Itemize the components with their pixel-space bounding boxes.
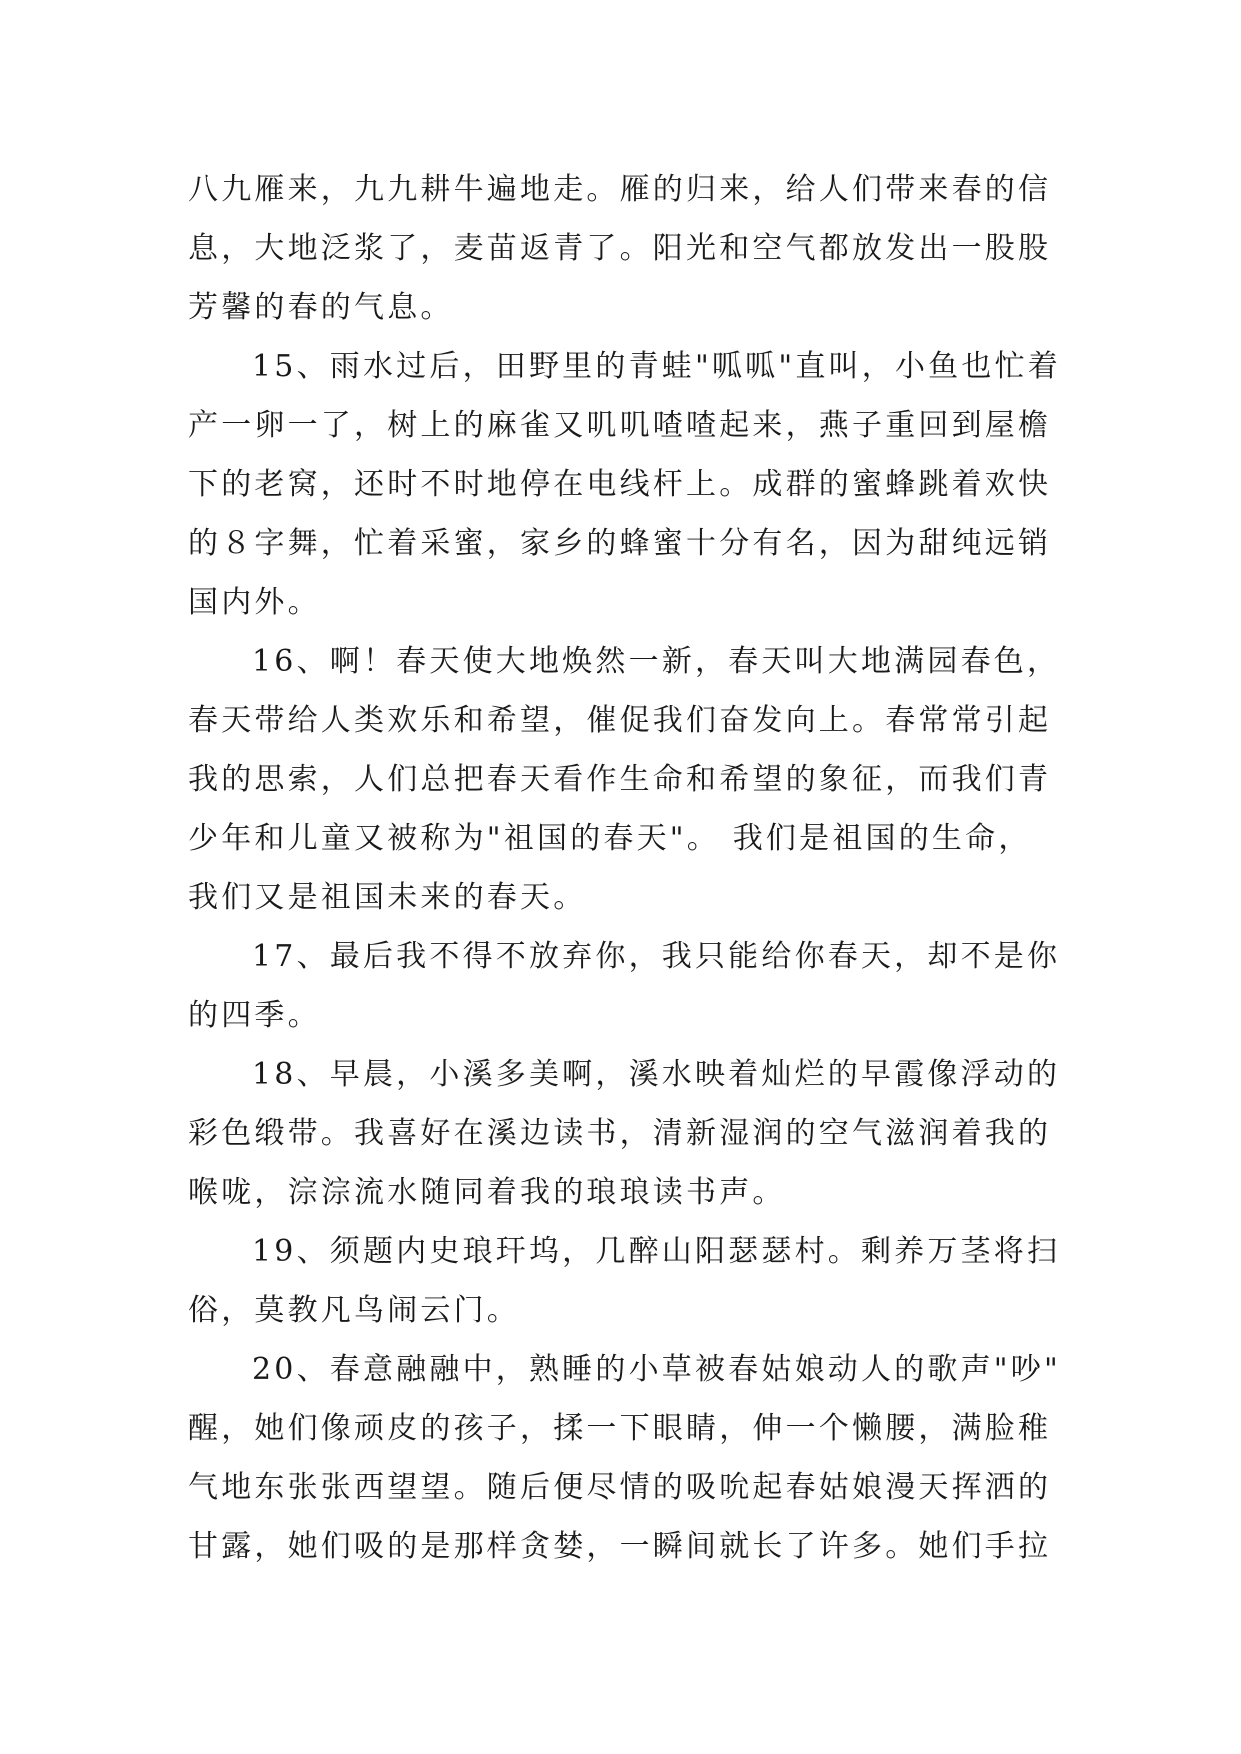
text-line: 17、最后我不得不放弃你，我只能给你春天，却不是你 [252,939,1061,974]
text-line: 醒，她们像顽皮的孩子，揉一下眼睛，伸一个懒腰，满脸稚 [188,1411,1052,1446]
text-line: 18、早晨，小溪多美啊，溪水映着灿烂的早霞像浮动的 [252,1057,1061,1092]
text-line: 的四季。 [188,998,321,1033]
text-line: 春天带给人类欢乐和希望，催促我们奋发向上。春常常引起 [188,703,1052,738]
text-line: 产一卵一了，树上的麻雀又叽叽喳喳起来，燕子重回到屋檐 [188,408,1052,443]
text-line: 芳馨的春的气息。 [188,290,454,325]
paragraph-16 [188,632,1061,927]
text-line: 国内外。 [188,585,321,620]
text-line: 俗，莫教凡鸟闹云门。 [188,1293,520,1328]
text-line: 喉咙，淙淙流水随同着我的琅琅读书声。 [188,1175,786,1210]
paragraph-15 [188,337,1061,632]
text-line: 15、雨水过后，田野里的青蛙"呱呱"直叫，小鱼也忙着 [252,349,1061,384]
text-line: 19、须题内史琅玕坞，几醉山阳瑟瑟村。剩养万茎将扫 [252,1234,1061,1269]
text-line: 我们又是祖国未来的春天。 [188,880,587,915]
paragraph-17 [188,927,1061,1045]
text-line: 八九雁来，九九耕牛遍地走。雁的归来，给人们带来春的信 [188,172,1052,207]
paragraph-20 [188,1340,1061,1576]
paragraph-18 [188,1045,1061,1222]
text-line: 彩色缎带。我喜好在溪边读书，清新湿润的空气滋润着我的 [188,1116,1052,1151]
body-text [188,160,1061,1576]
text-line: 的８字舞，忙着采蜜，家乡的蜂蜜十分有名，因为甜纯远销 [188,526,1052,561]
text-line: 20、春意融融中，熟睡的小草被春姑娘动人的歌声"吵" [252,1352,1061,1387]
text-line: 少年和儿童又被称为"祖国的春天"。 我们是祖国的生命， [188,821,1032,856]
text-line: 气地东张张西望望。随后便尽情的吸吮起春姑娘漫天挥洒的 [188,1470,1052,1505]
text-line: 甘露，她们吸的是那样贪婪，一瞬间就长了许多。她们手拉 [188,1529,1052,1564]
text-line: 16、啊！春天使大地焕然一新，春天叫大地满园春色， [252,644,1061,679]
text-line: 息，大地泛浆了，麦苗返青了。阳光和空气都放发出一股股 [188,231,1052,266]
text-line: 我的思索，人们总把春天看作生命和希望的象征，而我们青 [188,762,1052,797]
paragraph-19 [188,1222,1061,1340]
text-line: 下的老窝，还时不时地停在电线杆上。成群的蜜蜂跳着欢快 [188,467,1052,502]
paragraph-continuation [188,160,1050,337]
